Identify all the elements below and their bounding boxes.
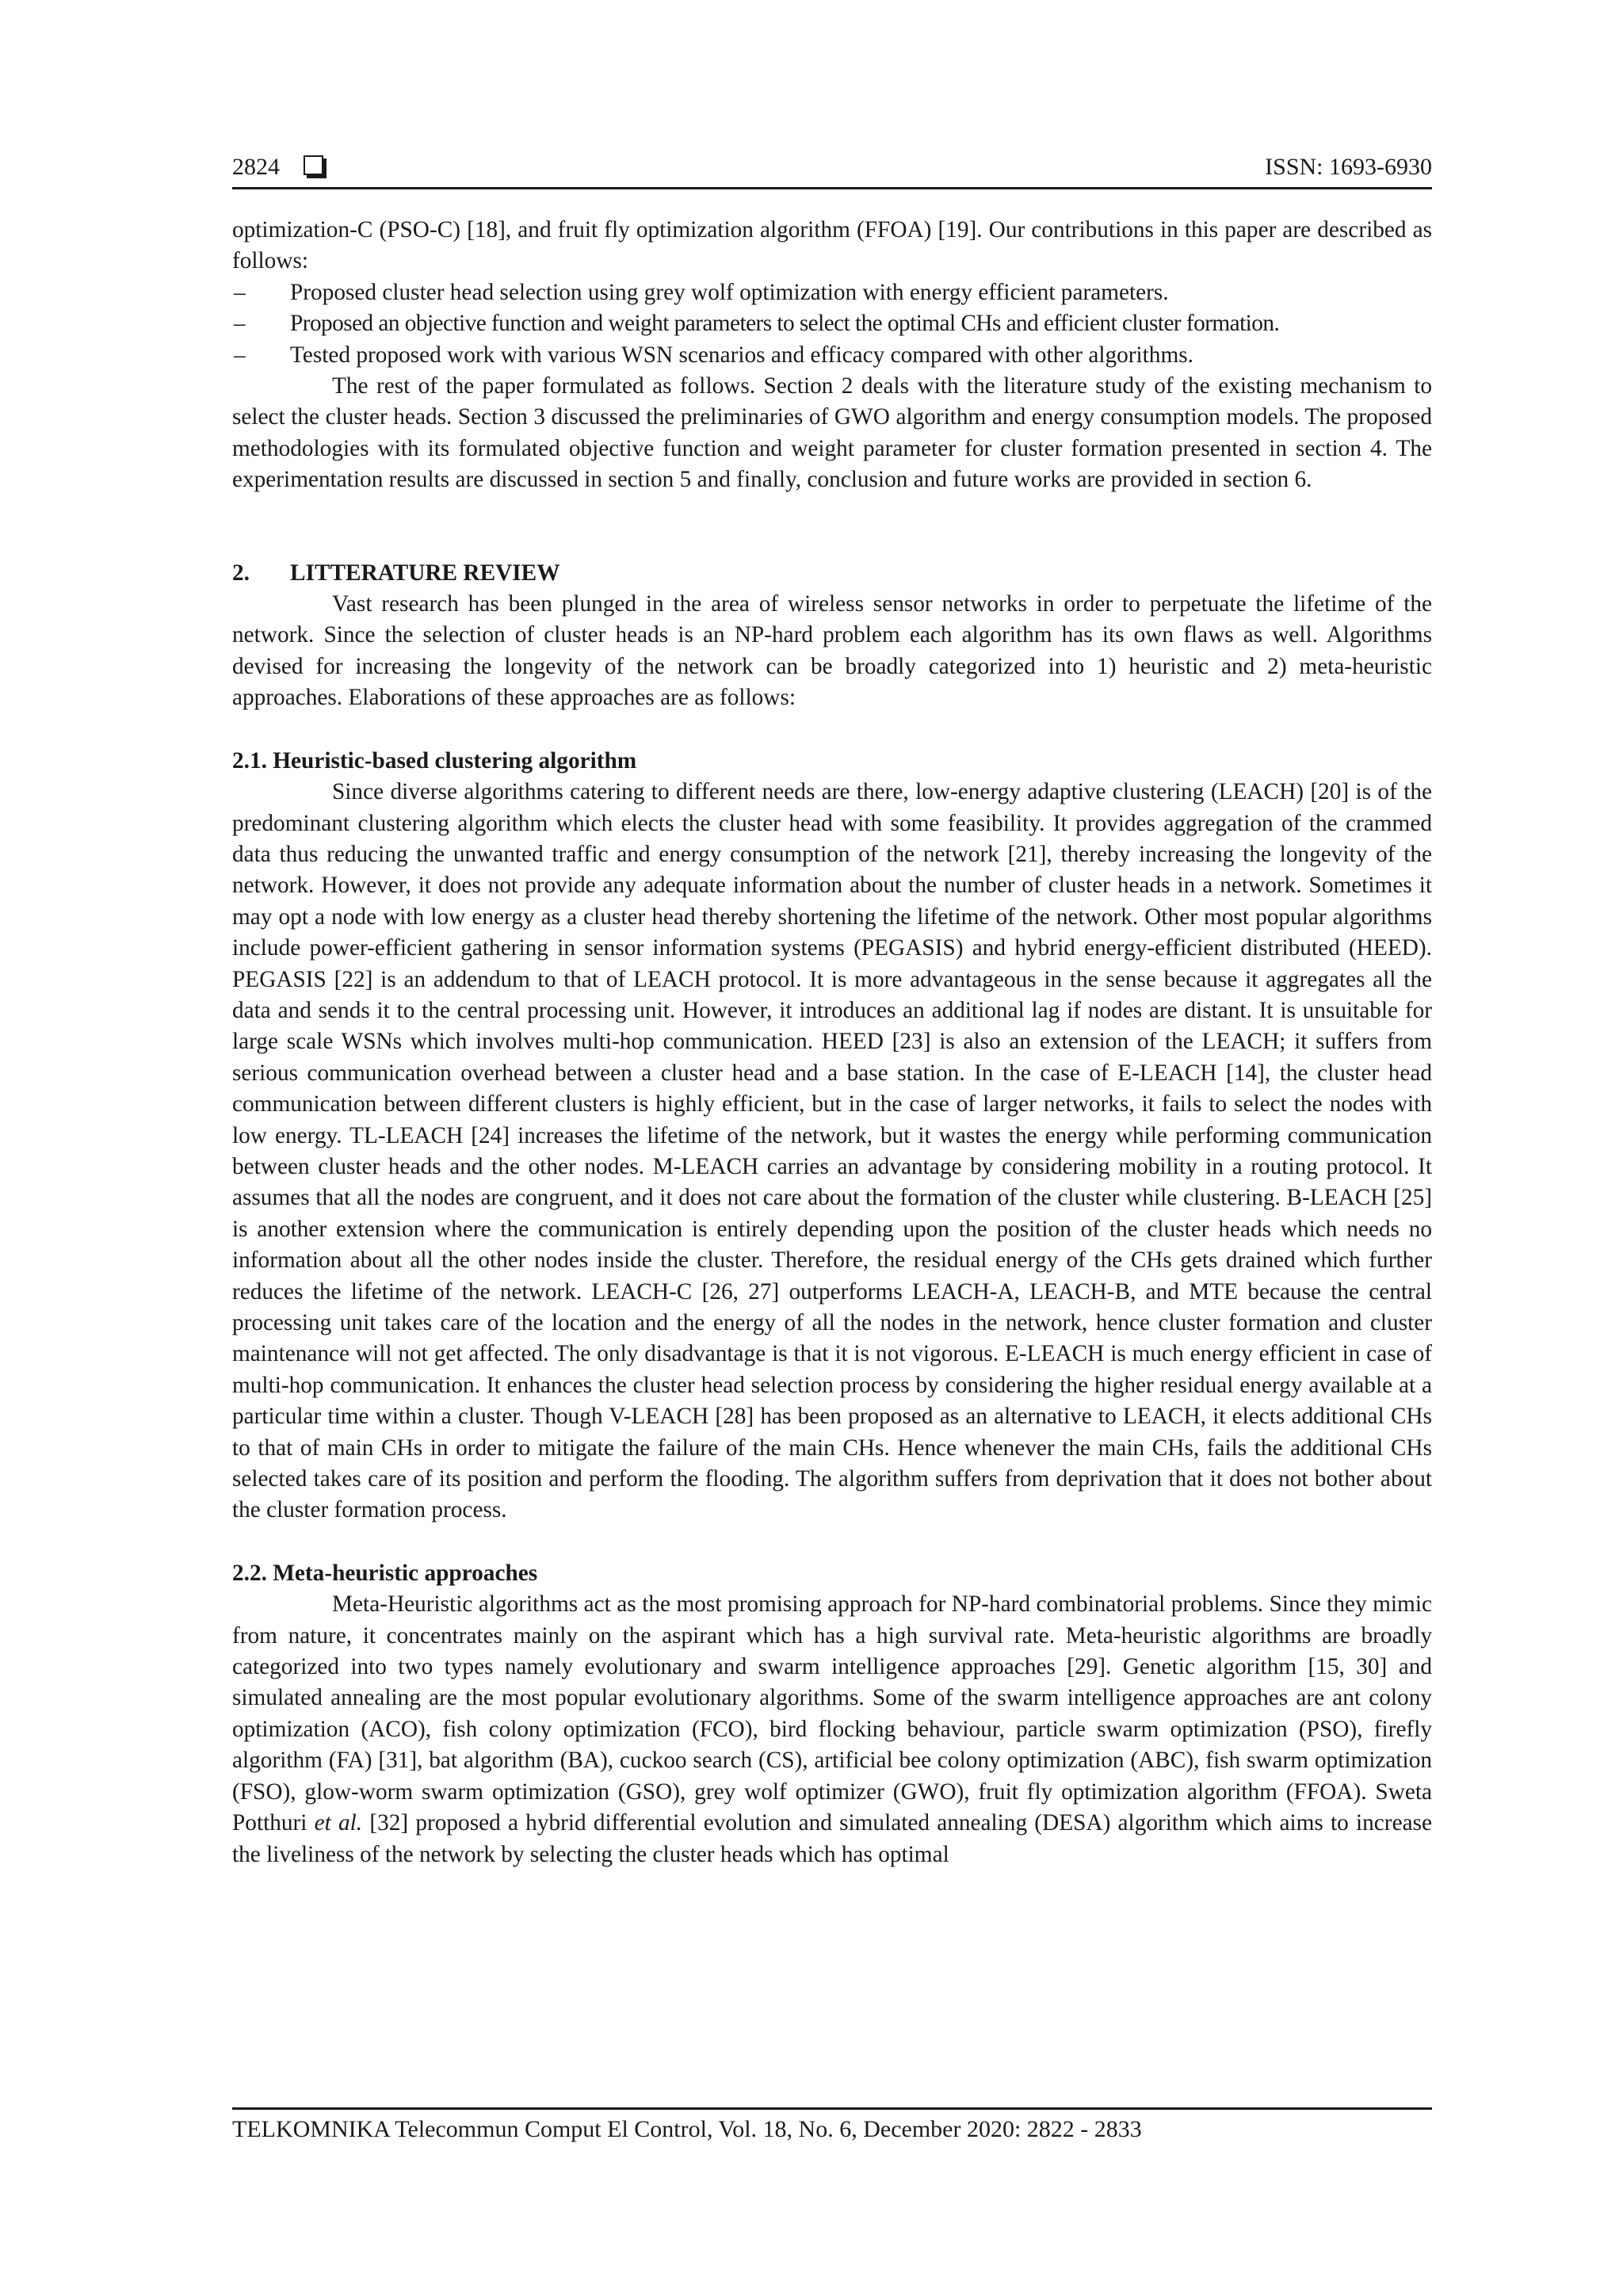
list-item: – Proposed cluster head selection using grey wolf optimization with energy efficient parameters. [232, 277, 1432, 308]
section-number: 2. [232, 560, 250, 586]
section-heading [232, 558, 1432, 589]
section-title: LITTERATURE REVIEW [290, 560, 560, 586]
italic-et-al: et al. [314, 1810, 363, 1836]
article-body [232, 215, 1432, 1870]
header-left [232, 152, 323, 182]
running-header [232, 152, 1432, 189]
heuristic-paragraph: Since diverse algorithms catering to different needs are there, low-energy adaptive clustering (LEACH) [20] is of the predominant clustering algorithm which elects the cluster head with some feasibility. It provides aggregation of the crammed data thus reducing the unwanted traffic and energy consumption of the network [21], thereby increasing the longevity of the network. However, it does not provide any adequate information about the number of cluster heads in a network. Sometimes it may opt a node with low energy as a cluster head thereby shortening the lifetime of the network. Other most popular algorithms include power-efficient gathering in sensor information systems (PEGASIS) and hybrid energy-efficient distributed (HEED). PEGASIS [22] is an addendum to that of LEACH protocol. It is more advantageous in the sense because it aggregates all the data and sends it to the central processing unit. However, it introduces an additional lag if nodes are distant. It is unsuitable for large scale WSNs which involves multi-hop communication. HEED [23] is also an extension of the LEACH; it suffers from serious communication overhead between a cluster head and a base station. In the case of E-LEACH [14], the cluster head communication between different clusters is highly efficient, but in the case of larger networks, it fails to select the nodes with low energy. TL-LEACH [24] increases the lifetime of the network, but it wastes the energy while performing communication between cluster heads and the other nodes. M-LEACH carries an advantage by considering mobility in a routing protocol. It assumes that all the nodes are congruent, and it does not care about the formation of the cluster while clustering. B-LEACH [25] is another extension where the communication is entirely depending upon the position of the cluster heads which needs no information about all the other nodes inside the cluster. Therefore, the residual energy of the CHs gets drained which further reduces the lifetime of the network. LEACH-C [26, 27] outperforms LEACH-A, LEACH-B, and MTE because the central processing unit takes care of the location and the energy of all the nodes in the network, hence cluster formation and cluster maintenance will not get affected. The only disadvantage is that it is not vigorous. E-LEACH is much energy efficient in case of multi-hop communication. It enhances the cluster head selection process by considering the higher residual energy available at a particular time within a cluster. Though V-LEACH [28] has been proposed as an alternative to LEACH, it elects additional CHs to that of main CHs in order to mitigate the failure of the main CHs. Hence whenever the main CHs, fails the additional CHs selected takes care of its position and perform the flooding. The algorithm suffers from deprivation that it does not bother about the cluster formation process. [232, 779, 1432, 1523]
journal-citation: TELKOMNIKA Telecommun Comput El Control, Vol. 18, No. 6, December 2020: 2822 - 2833 [232, 2116, 1142, 2142]
paper-page [232, 152, 1432, 1870]
hollow-square-icon [304, 155, 323, 175]
list-item: – Tested proposed work with various WSN scenarios and efficacy compared with other algorithms. [232, 340, 1432, 371]
subsection-heading-2-1: 2.1. Heuristic-based clustering algorithm [232, 747, 637, 774]
journal-issn: ISSN: 1693-6930 [1265, 154, 1432, 180]
contributions-list [232, 277, 1432, 371]
metaheuristic-paragraph [232, 1589, 1432, 1870]
intro-continuation: optimization-C (PSO-C) [18], and fruit fly optimization algorithm (FFOA) [19]. Our contributions in this paper are described as follows: [232, 217, 1432, 274]
section-intro-paragraph: Vast research has been plunged in the area of wireless sensor networks in order to perpetuate the lifetime of the network. Since the selection of cluster heads is an NP-hard problem each algorithm has its own flaws as well. Algorithms devised for increasing the longevity of the network can be broadly categorized into 1) heuristic and 2) meta-heuristic approaches. Elaborations of these approaches are as follows: [232, 591, 1432, 711]
page-number: 2824 [232, 154, 280, 180]
running-footer [232, 2107, 1432, 2145]
paper-organization-paragraph: The rest of the paper formulated as follows. Section 2 deals with the literature study of the existing mechanism to select the cluster heads. Section 3 discussed the preliminaries of GWO algorithm and energy consumption models. The proposed methodologies with its formulated objective function and weight parameter for cluster formation presented in section 4. The experimentation results are discussed in section 5 and finally, conclusion and future works are provided in section 6. [232, 373, 1432, 493]
metaheuristic-text-1: Meta-Heuristic algorithms act as the most promising approach for NP-hard combinatorial problems. Since they mimic from nature, it concentrates mainly on the aspirant which has a high survival rate. Meta-heuristic algorithms are broadly categorized into two types namely evolutionary and swarm intelligence approaches [29]. Genetic algorithm [15, 30] and simulated annealing are the most popular evolutionary algorithms. Some of the swarm intelligence approaches are ant colony optimization (ACO), fish colony optimization (FCO), bird flocking behaviour, particle swarm optimization (PSO), firefly algorithm (FA) [31], bat algorithm (BA), cuckoo search (CS), artificial bee colony optimization (ABC), fish swarm optimization (FSO), glow-worm swarm optimization (GSO), grey wolf optimizer (GWO), fruit fly optimization algorithm (FFOA). Sweta Potthuri [232, 1591, 1432, 1836]
list-item: – Proposed an objective function and weight parameters to select the optimal CHs and efficient cluster formation. [232, 308, 1432, 339]
metaheuristic-text-2: [32] proposed a hybrid differential evolution and simulated annealing (DESA) algorithm which aims to increase the liveliness of the network by selecting the cluster heads which has optimal [232, 1810, 1432, 1867]
subsection-heading-2-2: 2.2. Meta-heuristic approaches [232, 1560, 538, 1586]
